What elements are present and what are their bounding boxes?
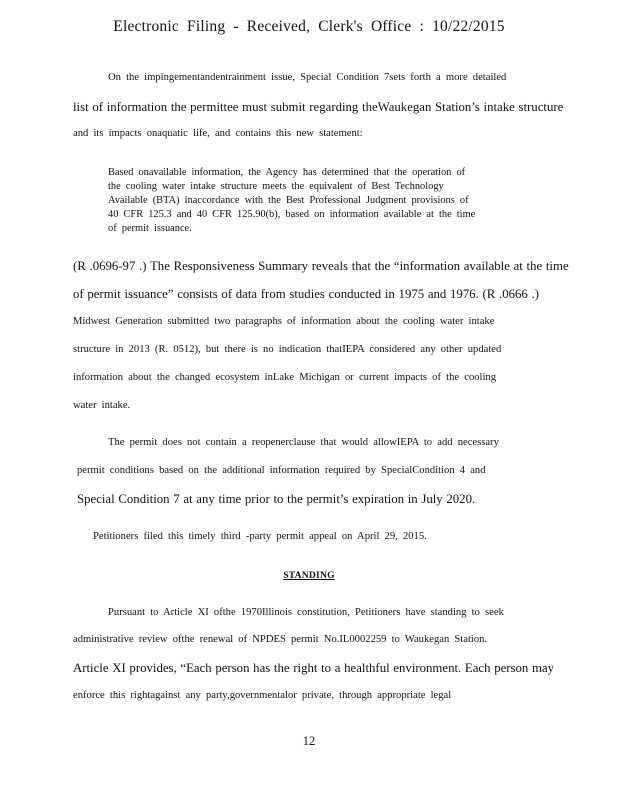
quote-line: of permit issuance. bbox=[108, 223, 192, 234]
text-line: of permit issuance” consists of data from studies conducted in 1975 and 1976. (R .0666 .) bbox=[73, 287, 539, 301]
text-line: structure in 2013 (R. 0512), but there is no indication thatIEPA considered any other updated bbox=[73, 344, 502, 355]
text-line: and its impacts onaquatic life, and contains this new statement: bbox=[73, 128, 363, 139]
text-line: permit conditions based on the additional information required by SpecialCondition 4 and bbox=[77, 465, 486, 476]
text-line: The permit does not contain a reopenerclause that would allowIEPA to add necessary bbox=[108, 437, 499, 448]
quote-line: the cooling water intake structure meets the equivalent of Best Technology bbox=[108, 181, 444, 192]
quote-line: Based onavailable information, the Agency has determined that the operation of bbox=[108, 167, 466, 178]
quote-line: 40 CFR 125.3 and 40 CFR 125.90(b), based on information available at the time bbox=[108, 209, 476, 220]
text-line: Midwest Generation submitted two paragraphs of information about the cooling water intake bbox=[73, 316, 495, 327]
text-line: enforce this rightagainst any party,governmentalor private, through appropriate legal bbox=[73, 690, 452, 701]
paragraph-appeal: Petitioners filed this timely third -party permit appeal on April 29, 2015. bbox=[93, 531, 427, 542]
text-line: Pursuant to Article XI ofthe 1970Illinois constitution, Petitioners have standing to seek bbox=[108, 607, 504, 618]
text-line: (R .0696-97 .) The Responsiveness Summary reveals that the “information available at the time bbox=[73, 259, 569, 273]
text-line: Article XI provides, “Each person has the right to a healthful environment. Each person may bbox=[73, 661, 555, 675]
text-line: On the impingementandentrainment issue, Special Condition 7sets forth a more detailed bbox=[108, 72, 507, 83]
text-line: Special Condition 7 at any time prior to the permit’s expiration in July 2020. bbox=[77, 492, 476, 506]
text-line: water intake. bbox=[73, 400, 131, 411]
filing-header: Electronic Filing - Received, Clerk's Office : 10/22/2015 bbox=[113, 18, 505, 35]
quote-line: Available (BTA) inaccordance with the Best Professional Judgment provisions of bbox=[108, 195, 469, 206]
section-heading-standing: STANDING bbox=[283, 570, 335, 581]
text-line: administrative review ofthe renewal of NPDES permit No.IL0002259 to Waukegan Station. bbox=[73, 634, 488, 645]
page-number: 12 bbox=[302, 734, 316, 748]
text-line: information about the changed ecosystem inLake Michigan or current impacts of the cooling bbox=[73, 372, 497, 383]
text-line: list of information the permittee must submit regarding theWaukegan Station’s intake structure bbox=[73, 100, 564, 114]
